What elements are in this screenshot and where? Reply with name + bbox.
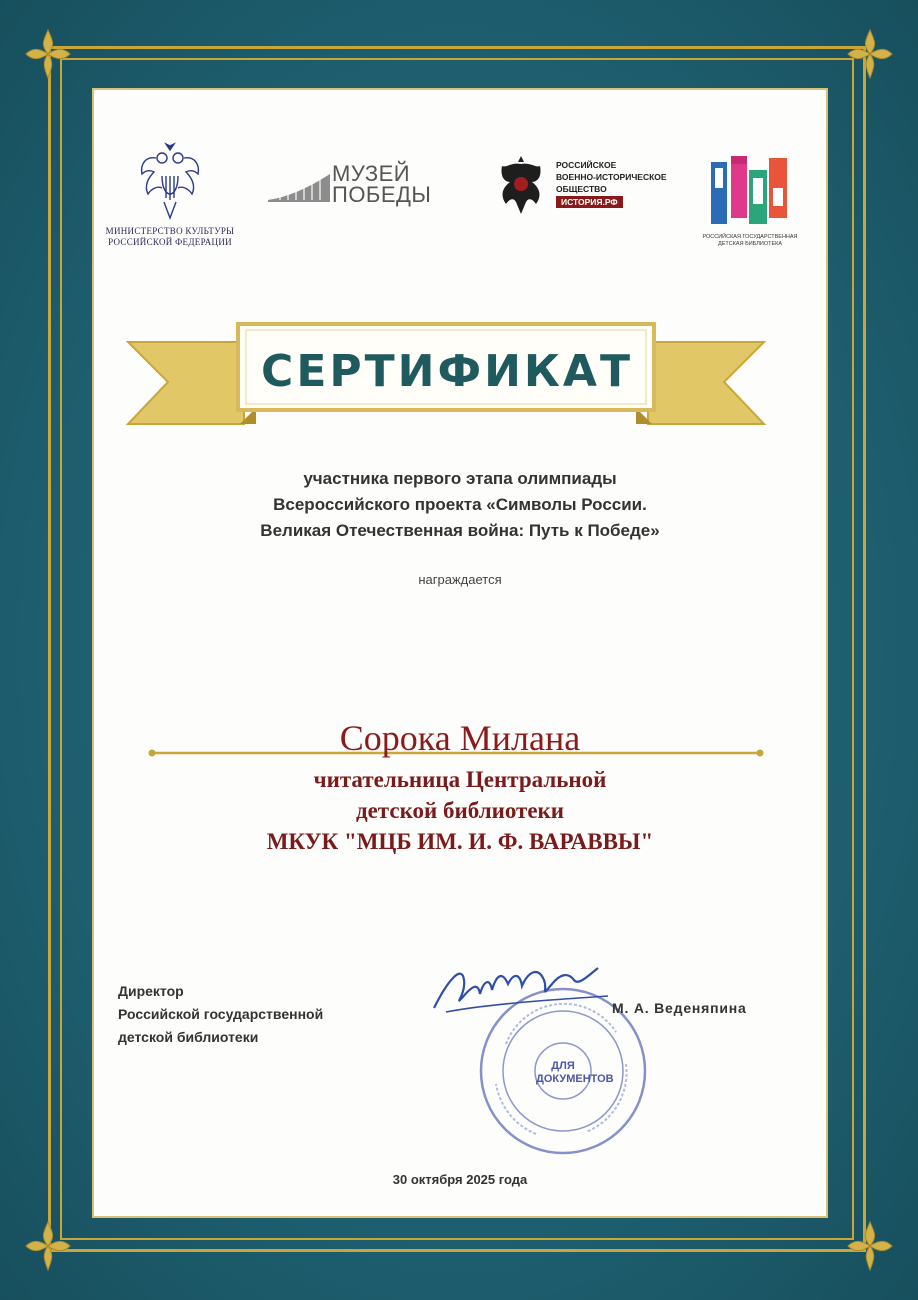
rgdb-logo — [700, 148, 800, 258]
double-headed-eagle-lyre-icon — [132, 140, 208, 226]
subtitle-line-3: Великая Отечественная война: Путь к Победе» — [260, 521, 660, 540]
rvio-line-1: РОССИЙСКОЕ — [556, 160, 617, 170]
director-position — [118, 980, 323, 1049]
ministry-of-culture-logo — [100, 140, 240, 248]
stamp-center-text: ДЛЯ ДОКУМЕНТОВ — [536, 1060, 614, 1085]
fleur-de-lis-icon — [842, 26, 898, 82]
ministry-caption-1: МИНИСТЕРСТВО КУЛЬТУРЫ — [105, 226, 235, 236]
fleur-de-lis-icon — [20, 1218, 76, 1274]
recipient-line-1: читательница Центральной — [313, 767, 607, 792]
rvio-line-3: ОБЩЕСТВО — [556, 184, 607, 194]
certificate-date: 30 октября 2025 года — [392, 1172, 528, 1187]
certificate-title: СЕРТИФИКАТ — [261, 346, 633, 397]
recipient-description — [120, 764, 800, 857]
rgdb-letters-icon — [707, 148, 793, 234]
victory-museum-colonnade-icon — [266, 166, 332, 206]
handwritten-signature — [428, 950, 618, 1030]
recipient-line-3: МКУК "МЦБ ИМ. И. Ф. ВАРАВВЫ" — [266, 829, 654, 854]
certificate-subtitle — [120, 466, 800, 544]
subtitle-line-2: Всероссийского проекта «Символы России. — [273, 495, 647, 514]
double-headed-eagle-icon — [494, 152, 548, 218]
rvio-logo — [494, 152, 674, 222]
position-line-3: детской библиотеки — [118, 1029, 259, 1045]
rgdb-caption-1: РОССИЙСКАЯ ГОСУДАРСТВЕННАЯ — [702, 234, 798, 240]
museum-line-2: ПОБЕДЫ — [332, 182, 432, 207]
recipient-name: Сорока Милана — [339, 718, 581, 758]
title-ribbon — [124, 320, 768, 442]
awarded-text: награждается — [418, 572, 502, 587]
subtitle-line-1: участника первого этапа олимпиады — [303, 469, 617, 488]
ministry-caption-2: РОССИЙСКОЙ ФЕДЕРАЦИИ — [108, 237, 232, 247]
fleur-de-lis-icon — [842, 1218, 898, 1274]
rvio-badge: ИСТОРИЯ.РФ — [556, 196, 623, 208]
position-line-1: Директор — [118, 983, 184, 999]
rvio-line-2: ВОЕННО-ИСТОРИЧЕСКОЕ — [556, 172, 667, 182]
victory-museum-logo — [266, 160, 432, 210]
recipient-line-2: детской библиотеки — [355, 798, 565, 823]
fleur-de-lis-icon — [20, 26, 76, 82]
signer-name: М. А. Веденяпина — [612, 1000, 747, 1016]
position-line-2: Российской государственной — [118, 1006, 324, 1022]
rgdb-caption-2: ДЕТСКАЯ БИБЛИОТЕКА — [717, 241, 782, 247]
museum-line-1: МУЗЕЙ — [332, 161, 411, 186]
